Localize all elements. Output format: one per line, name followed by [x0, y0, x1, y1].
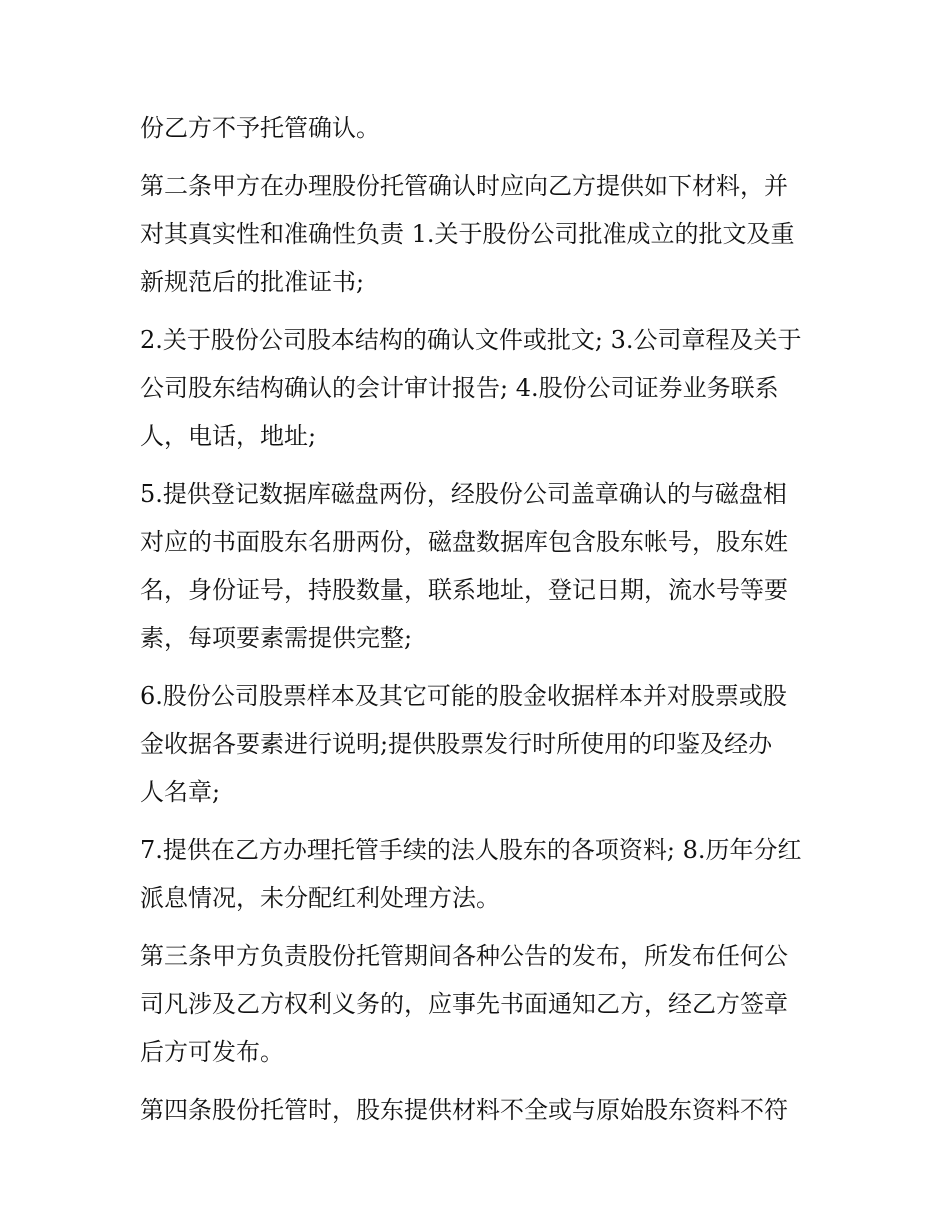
paragraph-1: 份乙方不予托管确认。 — [140, 114, 380, 142]
paragraph-6: 7.提供在乙方办理托管手续的法人股东的各项资料; 8.历年分红 派息情况，未分配红利处理方法。 — [140, 836, 802, 912]
paragraph-5: 6.股份公司股票样本及其它可能的股金收据样本并对股票或股 金收据各要素进行说明;提供股票发行时所使用的印鉴及经办 人名章; — [140, 682, 787, 806]
document-body — [140, 104, 816, 1134]
paragraph-8: 第四条股份托管时，股东提供材料不全或与原始股东资料不符 — [140, 1096, 788, 1124]
paragraph-2: 第二条甲方在办理股份托管确认时应向乙方提供如下材料，并 对其真实性和准确性负责 1.关于股份公司批准成立的批文及重 新规范后的批准证书; — [140, 172, 795, 296]
paragraph-4: 5.提供登记数据库磁盘两份，经股份公司盖章确认的与磁盘相 对应的书面股东名册两份，磁盘数据库包含股东帐号，股东姓 名，身份证号，持股数量，联系地址，登记日期，流水号等要 素，每项要素需提供完整; — [140, 480, 788, 652]
paragraph-3: 2.关于股份公司股本结构的确认文件或批文; 3.公司章程及关于 公司股东结构确认的会计审计报告; 4.股份公司证券业务联系 人，电话，地址; — [140, 326, 802, 450]
paragraph-7: 第三条甲方负责股份托管期间各种公告的发布，所发布任何公 司凡涉及乙方权利义务的，应事先书面通知乙方，经乙方签章 后方可发布。 — [140, 942, 788, 1066]
